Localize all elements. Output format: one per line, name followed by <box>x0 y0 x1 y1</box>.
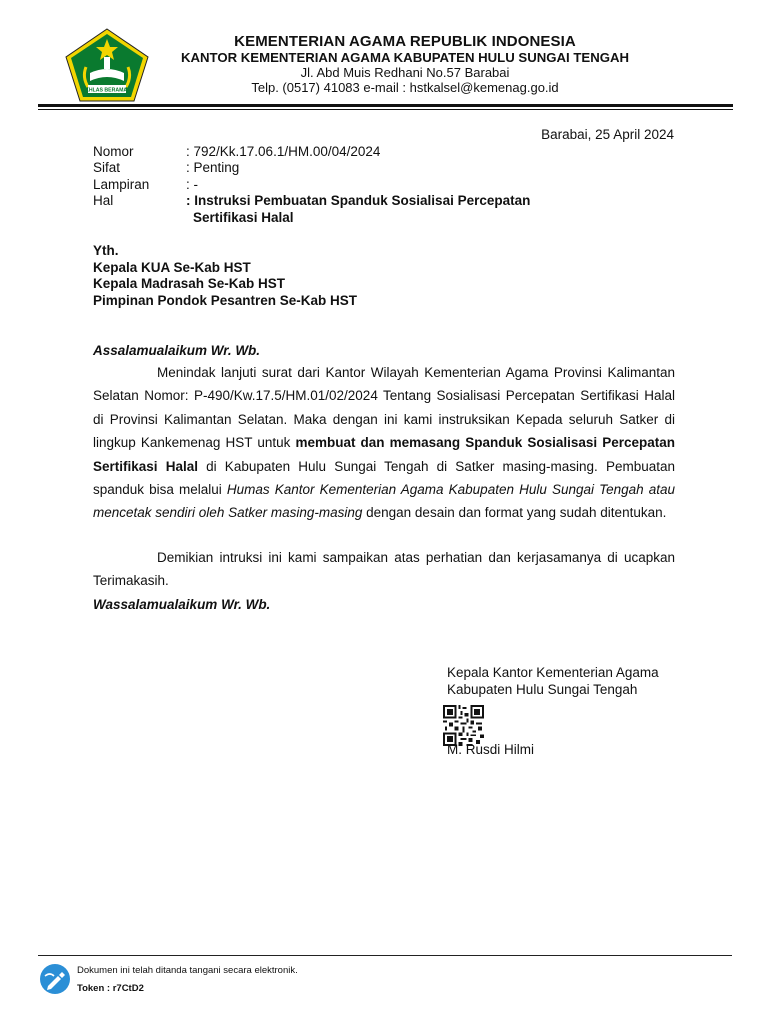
recipient-greeting: Yth. <box>93 243 119 258</box>
recipient-line: Kepala KUA Se-Kab HST <box>93 260 251 275</box>
logo-motto: IKHLAS BERAMAL <box>83 87 131 94</box>
signatory-office: Kabupaten Hulu Sungai Tengah <box>447 682 638 697</box>
meta-value-sifat: : Penting <box>186 160 240 175</box>
e-signature-note: Dokumen ini telah ditanda tangani secara elektronik. <box>77 965 298 976</box>
body-paragraph-2: Demikian intruksi ini kami sampaikan atas perhatian dan kerjasamanya di ucapkan Terimakasih. <box>93 550 675 589</box>
office-contact: Telp. (0517) 41083 e-mail : hstkalsel@kemenag.go.id <box>251 80 559 95</box>
letter-date: Barabai, 25 April 2024 <box>541 127 674 142</box>
footer-divider <box>38 955 732 956</box>
closing: Wassalamualaikum Wr. Wb. <box>93 597 271 612</box>
recipient-line: Pimpinan Pondok Pesantren Se-Kab HST <box>93 293 358 308</box>
signatory-title: Kepala Kantor Kementerian Agama <box>447 665 659 680</box>
qr-code-icon <box>443 705 484 746</box>
body-paragraph-1: Menindak lanjuti surat dari Kantor Wilayah Kementerian Agama Provinsi Kalimantan Selatan Nomor: P-490/Kw.17.5/HM.01/02/2024 Tentang Sosialisasi Percepatan Sertifikasi Halal di Provinsi Kalimantan Selatan. Maka dengan ini kami instruksikan Kepada seluruh Satker di lingkup Kankemenag HST untuk membuat dan memasang Spanduk Sosialisasi Percepatan Sertifikasi Halal di Kabupaten Hulu Sungai Tengah di Satker masing-masing. Pembuatan spanduk bisa melalui Humas Kantor Kementerian Agama Kabupaten Hulu Sungai Tengah atau mencetak sendiri oleh Satker masing-masing dengan desain dan format yang sudah ditentukan. <box>93 365 676 521</box>
meta-label-hal: Hal <box>93 193 114 208</box>
e-signature-pen-icon <box>39 963 71 995</box>
recipient-line: Kepala Madrasah Se-Kab HST <box>93 276 286 291</box>
e-signature-token: Token : r7CtD2 <box>77 983 144 994</box>
meta-value-hal: : Instruksi Pembuatan Spanduk Sosialisai Percepatan <box>186 193 531 208</box>
salutation: Assalamualaikum Wr. Wb. <box>93 343 261 358</box>
kemenag-emblem-icon <box>64 27 150 103</box>
meta-value-lampiran: : - <box>186 177 198 192</box>
office-address: Jl. Abd Muis Redhani No.57 Barabai <box>300 65 510 80</box>
meta-label-sifat: Sifat <box>93 160 121 175</box>
letterhead-divider-thin <box>38 109 733 110</box>
letterhead-divider <box>38 104 733 107</box>
meta-value-nomor: : 792/Kk.17.06.1/HM.00/04/2024 <box>186 144 381 159</box>
meta-label-lampiran: Lampiran <box>93 177 150 192</box>
meta-label-nomor: Nomor <box>93 144 134 159</box>
signatory-name: M. Rusdi Hilmi <box>447 742 535 757</box>
office-name: KANTOR KEMENTERIAN AGAMA KABUPATEN HULU SUNGAI TENGAH <box>180 50 630 65</box>
ministry-name: KEMENTERIAN AGAMA REPUBLIK INDONESIA <box>234 33 576 50</box>
meta-value-hal-line2: Sertifikasi Halal <box>193 210 294 225</box>
